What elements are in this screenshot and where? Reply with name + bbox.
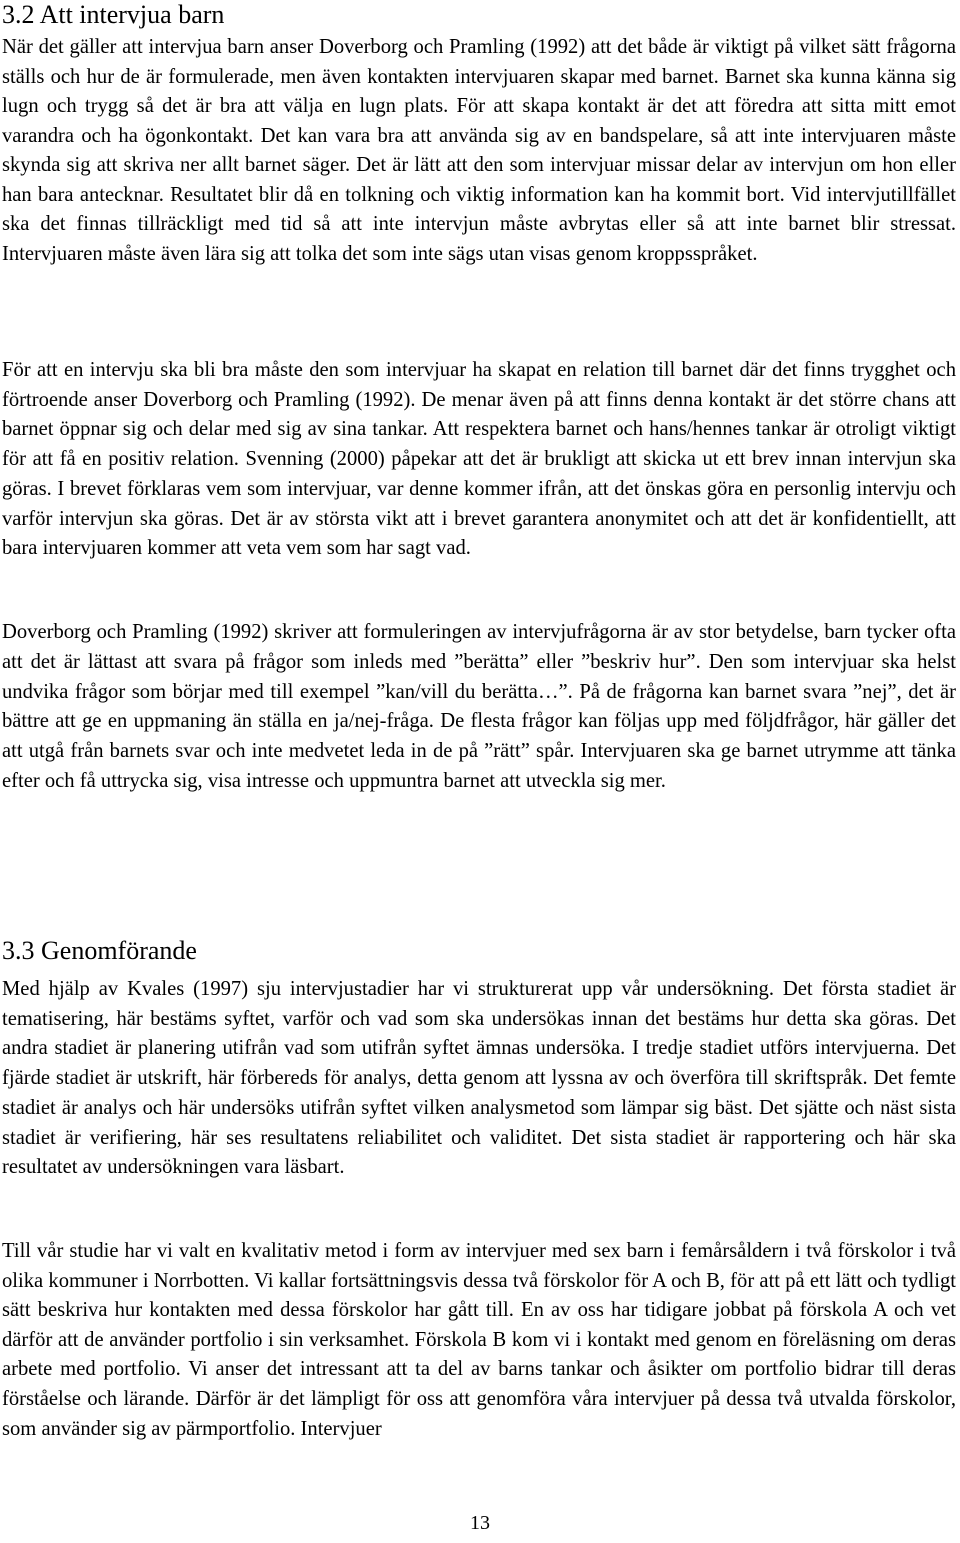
section-heading-3-3: 3.3 Genomförande: [2, 936, 197, 965]
paragraph-study-method: Till vår studie har vi valt en kvalitativ metod i form av intervjuer med sex barn i femårsåldern i två förskolor i två olika kommuner i Norrbotten. Vi kallar fortsättningsvis dessa två förskolor för A och B, för att på ett lätt och tydligt sätt beskriva hur kontakten med dessa förskolor har gått till. En av oss har tidigare jobbat på förskola A och vet därför att de använder portfolio i sin verksamhet. Förskola B kom vi i kontakt med genom en föreläsning om deras arbete med portfolio. Vi anser det intressant att ta del av barns tankar och åsikter om portfolio bidrar till deras förståelse och lärande. Därför är det lämpligt för oss att genomföra våra intervjuer på dessa två utvalda förskolor, som använder sig av pärmportfolio. Intervjuer: [2, 1240, 956, 1440]
page-number: 13: [470, 1512, 490, 1534]
paragraph-question-formulation: Doverborg och Pramling (1992) skriver att formuleringen av intervjufrågorna är av stor betydelse, barn tycker ofta att det är lättast att svara på frågor som inleds med ”berätta” eller ”beskriv hur”. Den som intervjuar ska helst undvika frågor som börjar med till exempel ”kan/vill du berätta…”. På de frågorna kan barnet svara ”nej”, det är bättre att ge en uppmaning än ställa en ja/nej-fråga. De flesta frågor kan följas upp med följdfrågor, här gäller det att utgå från barnets svar och inte medvetet leda in de på ”rätt” spår. Intervjuaren ska ge barnet utrymme att tänka efter och få uttrycka sig, visa intresse och uppmuntra barnet att utveckla sig mer.: [2, 621, 956, 792]
section-heading-3-2: 3.2 Att intervjua barn: [2, 0, 225, 29]
paragraph-relation-and-letter: För att en intervju ska bli bra måste den som intervjuar ha skapat en relation till barnet där det finns trygghet och förtroende anser Doverborg och Pramling (1992). De menar även på att finns denna kontakt är det större chans att barnet öppnar sig och delar med sig av sina tankar. Att respektera barnet och hans/hennes tankar är otroligt viktigt för att få en positiv relation. Svenning (2000) påpekar att det är brukligt att skicka ut ett brev innan intervjun ska göras. I brevet förklaras vem som intervjuar, var denne kommer ifrån, att det önskas göra en personlig intervju och varför intervjun ska göras. Det är av största vikt att i brevet garantera anonymitet och att det är konfidentiellt, att bara intervjuaren kommer att veta vem som har sagt vad.: [2, 359, 956, 560]
paragraph-interview-stages: Med hjälp av Kvales (1997) sju intervjustadier har vi strukturerat upp vår undersökning. Det första stadiet är tematisering, här bestäms syftet, varför och vad som ska undersökas innan det bestäms hur detta ska göras. Det andra stadiet är planering utifrån vad som utifrån syftet ämnas undersöka. I tredje stadiet utförs intervjuerna. Det fjärde stadiet är utskrift, här förbereds för analys, detta genom att lyssna av och överföra till skriftspråk. Det femte stadiet är analys och här undersöks utifrån syftet vilken analysmetod som lämpar sig bäst. Det sjätte och näst sista stadiet är verifiering, här ses resultatens reliabilitet och validitet. Det sista stadiet är rapportering och här ska resultatet av undersökningen vara läsbart.: [2, 978, 956, 1179]
paragraph-interviewing-children: När det gäller att intervjua barn anser Doverborg och Pramling (1992) att det både är viktigt på vilket sätt frågorna ställs och hur de är formulerade, men även kontakten intervjuaren skapar med barnet. Barnet ska kunna känna sig lugn och trygg så det är bra att välja en lugn plats. För att skapa kontakt är det att föredra att sitta mitt emot varandra och ha ögonkontakt. Det kan vara bra att använda sig av en bandspelare, så att inte intervjuaren måste skynda sig att skriva ner allt barnet säger. Det är lätt att den som intervjuar missar delar av intervjun om hon eller han bara antecknar. Resultatet blir då en tolkning och viktig information kan ha kommit bort. Vid intervjutillfället ska det finnas tillräckligt med tid så att inte intervjun måste avbrytas eller så att inte barnet blir stressat. Intervjuaren måste även lära sig att tolka det som inte sägs utan visas genom kroppsspråket.: [2, 36, 956, 265]
